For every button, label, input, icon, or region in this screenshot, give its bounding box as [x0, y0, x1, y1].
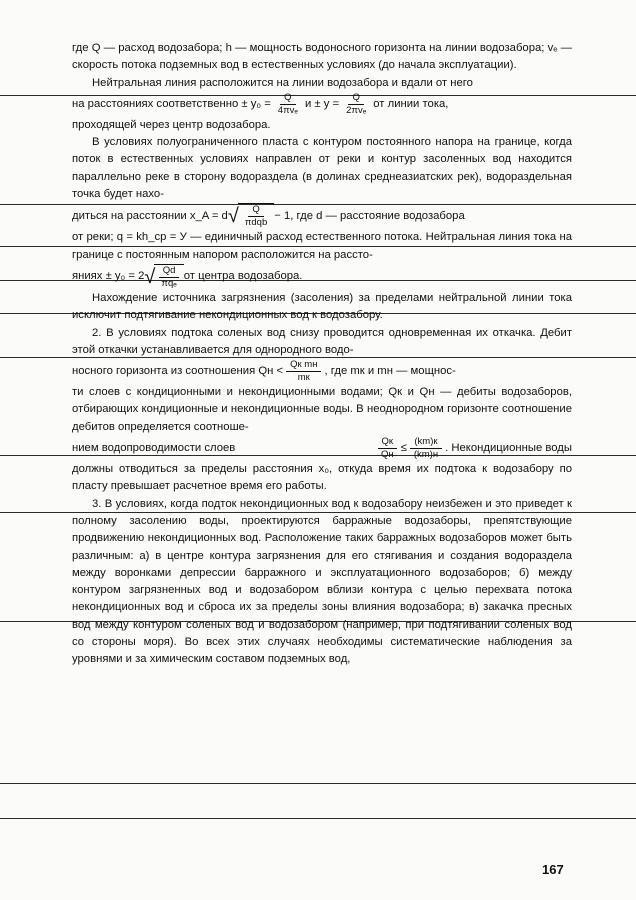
- radical-sign: √: [227, 205, 239, 228]
- fraction-y0: [274, 92, 302, 117]
- formula-line-transmissivity: [72, 436, 572, 461]
- rule-line: [0, 783, 636, 784]
- fraction-denominator: 4πvₑ: [277, 104, 298, 116]
- formula-lead: носного горизонта из соотношения Qн <: [72, 365, 284, 377]
- square-root: [144, 264, 183, 290]
- fraction-denominator: mк: [297, 372, 310, 384]
- leq-sign: ≤: [400, 441, 407, 454]
- fraction-numerator: Q: [248, 204, 263, 217]
- fraction-denominator: Qн: [380, 449, 394, 461]
- fraction-numerator: Qк: [378, 436, 398, 449]
- formula-tail: , где mк и mн — мощнос-: [324, 365, 456, 377]
- formula-lead: яниях ± y₀ = 2: [72, 270, 145, 283]
- fraction-discharge: [286, 359, 321, 384]
- fraction-denominator: 2πvₑ: [346, 104, 367, 116]
- fraction-boundary: [157, 265, 180, 290]
- paragraph-contamination-source: Нахождение источника загрязнения (засоления) за пределами нейтральной линии тока исключит подтягивание некондиционных вод к водозабору.: [72, 291, 572, 322]
- fraction-watershed: [241, 204, 271, 229]
- fraction-numerator: Q: [280, 92, 295, 105]
- paragraph-neutral-line-intro: Нейтральная линия расположится на линии водозабора и вдали от него: [92, 76, 473, 89]
- paragraph-neutral-line-end: проходящей через центр водозабора.: [72, 118, 271, 131]
- fraction-y: [342, 92, 370, 117]
- formula-tail: . Некондиционные воды: [445, 441, 572, 454]
- paragraph-semi-bounded: В условиях полуограниченного пласта с контуром постоянного напора на границе, когда поток в естественных условиях направлен от реки и контур засоленных вод находится параллельно реке в сторону водораздела (в долинах среднеазиатских рек), водораздельная точка будет нахо-: [72, 136, 572, 201]
- formula-tail: от центра водозабора.: [183, 270, 303, 283]
- formula-tail: от линии тока,: [373, 97, 449, 110]
- fraction-numerator: Qк mн: [286, 359, 321, 372]
- fraction-numerator: (km)к: [410, 436, 441, 449]
- formula-lead: на расстояниях соответственно ± y₀ =: [72, 97, 271, 110]
- paragraph-saline-inflow-end: должны отводиться за пределы расстояния x₀, откуда время их подтока к водозабору по пласту превышает расчетное время его работы.: [72, 463, 572, 493]
- paragraph-semi-bounded-cont: от реки; q = kh_cp = У — единичный расход естественного потока. Нейтральная линия тока на границе с постоянным напором расположится на рассто-: [72, 231, 572, 261]
- formula-middle: и ± y =: [304, 97, 340, 110]
- formula-lead: диться на расстоянии x_A = d: [72, 209, 228, 222]
- fraction-numerator: Q: [348, 92, 363, 105]
- formula-line-watershed: [72, 203, 572, 229]
- formula-line-distances: [72, 92, 572, 117]
- rule-line: [0, 818, 636, 819]
- page-number: 167: [542, 862, 564, 877]
- fraction-denominator: (km)н: [413, 449, 439, 461]
- fraction-discharges: [377, 436, 398, 461]
- paragraph-barrier-wells: 3. В условиях, когда подток некондиционных вод к водозабору неизбежен и это приведет к полному засолению воды, проектируются барражные водозаборы, препятствующие продвижению некондиционных вод. Расположение таких барражных водозаборов может быть различным: а) в центре контура загрязнения для его стягивания и создания водораздела между воронками депрессии барражного и эксплуатационного водозаборов; б) между контуром загрязненных вод и водозабором вблизи контура с целью перехвата потока некондиционных вод и сброса их за пределы зоны влияния водозабора; в) закачка пресных вод между контуром соленых вод и водозабором (например, при подтягивании соленых вод со стороны моря). Во всех этих случаях необходимы систематические наблюдения за уровнями и за химическим составом подземных вод,: [72, 497, 572, 666]
- formula-line-boundary: [72, 264, 572, 290]
- fraction-numerator: Qd: [159, 265, 180, 278]
- square-root: [228, 203, 274, 229]
- formula-lead: нием водопроводимости слоев: [72, 441, 236, 454]
- paragraph-saline-inflow-cont: ти слоев с кондиционными и некондиционными водами; Qк и Qн — дебиты водозаборов, отбирающих кондиционные и некондиционные воды. В неоднородном горизонте соотношение дебитов определяется соотноше-: [72, 386, 572, 433]
- fraction-transmissivity: [410, 436, 442, 461]
- formula-tail: − 1, где d — расстояние водозабора: [274, 209, 465, 222]
- paragraph-variables: где Q — расход водозабора; h — мощность водоносного горизонта на линии водозабора; vₑ — скорость потока подземных вод в естественных условиях (до начала эксплуатации).: [72, 42, 572, 72]
- fraction-denominator: πqₑ: [161, 277, 177, 289]
- fraction-denominator: πdqb: [244, 217, 268, 229]
- radical-sign: √: [144, 265, 156, 288]
- paragraph-saline-inflow: 2. В условиях подтока соленых вод снизу проводится одновременная их откачка. Дебит этой откачки устанавливается для однородного водо-: [72, 326, 572, 356]
- body-text: [72, 40, 572, 669]
- formula-line-discharge: [72, 359, 572, 384]
